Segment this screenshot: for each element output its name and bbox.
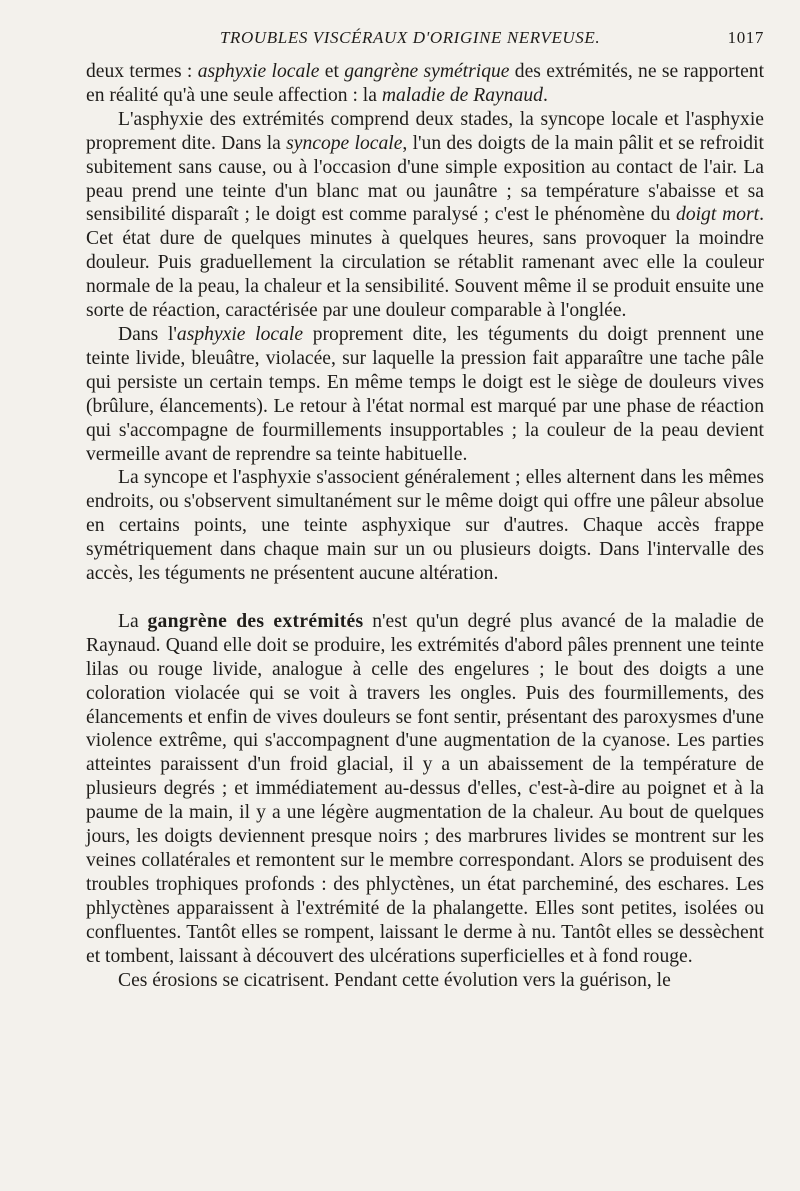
text-run: L'asphyxie des extrémités comprend deux stades, la syncope locale et l'asphyxie proprement dite. Dans la bbox=[86, 108, 764, 154]
running-title: TROUBLES VISCÉRAUX D'ORIGINE NERVEUSE. bbox=[220, 28, 601, 47]
bold-term: gangrène des extrémités bbox=[147, 610, 364, 632]
italic-term: doigt mort bbox=[676, 204, 760, 226]
italic-term: asphyxie locale bbox=[176, 323, 304, 345]
text-run: La bbox=[118, 610, 148, 632]
paragraph-3 bbox=[86, 323, 764, 466]
text-run: Ces érosions se cicatrisent. Pendant cette évolution vers la guérison, le bbox=[118, 969, 671, 991]
paragraph-5 bbox=[86, 610, 764, 969]
page-number: 1017 bbox=[727, 28, 764, 47]
text-run: Dans l' bbox=[118, 323, 177, 345]
paragraph-6 bbox=[86, 969, 764, 993]
text-run: . Cet état dure de quelques minutes à quelques heures, sans provoquer la moindre douleur. Puis graduellement la circulation se rétablit ramenant avec elle la couleur normale de la peau, la chaleur et la sensibilité. Souvent même il se produit ensuite une sorte de réaction, caractérisée par une douleur comparable à l'onglée. bbox=[86, 204, 764, 322]
text-run: proprement dite, les téguments du doigt prennent une teinte livide, bleuâtre, violacée, sur laquelle la pression fait apparaître une tache pâle qui persiste un certain temps. En même temps le doigt est le siège de douleurs vives (brûlure, élancements). Le retour à l'état normal est marqué par une phase de réaction qui s'accompagne de fourmillements insupportables ; la couleur de la peau devient vermeille avant de reprendre sa teinte habituelle. bbox=[86, 323, 765, 465]
text-run: , l'un des doigts de la main pâlit et se refroidit subitement sans cause, ou à l'occasion d'une simple exposition au contact de l'air. La peau prend une teinte d'un blanc mat ou jaunâtre ; sa température s'abaisse et sa sensibilité disparaît ; le doigt est comme paralysé ; c'est le phénomène du bbox=[86, 132, 764, 226]
paragraph-1 bbox=[86, 60, 764, 108]
paragraph-4 bbox=[86, 466, 764, 586]
body-text bbox=[86, 60, 764, 992]
text-run: n'est qu'un degré plus avancé de la maladie de Raynaud. Quand elle doit se produire, les extrémités d'abord pâles prennent une teinte lilas ou rouge livide, analogue à celle des engelures ; le bout des doigts a une coloration violacée qui se voit à travers les ongles. Puis des fourmillements, des élancements et enfin de vives douleurs se font sentir, présentant des paroxysmes d'une violence extrême, qui s'accompagnent d'une augmentation de la cyanose. Les parties atteintes paraissent d'un froid glacial, il y a un abaissement de la température de plusieurs degrés ; et immédiatement au-dessus d'elles, c'est-à-dire au poignet et à la paume de la main, il y a une légère augmentation de la chaleur. Au bout de quelques jours, les doigts deviennent presque noirs ; des marbrures livides se montrent sur les veines collatérales et remontent sur le membre correspondant. Alors se produisent des troubles trophiques profonds : des phlyctènes, un état parcheminé, des eschares. Les phlyctènes apparaissent à l'extrémité de la phalangette. Elles sont petites, isolées ou confluentes. Tantôt elles se rompent, laissant le derme à nu. Tantôt elles se dessèchent et tombent, laissant à découvert des ulcérations superficielles et à fond rouge. bbox=[86, 610, 764, 967]
text-run: La syncope et l'asphyxie s'associent généralement ; elles alternent dans les mêmes endroits, ou s'observent simultanément sur le même doigt qui offre une pâleur absolue en certains points, une teinte asphyxique sur d'autres. Chaque accès frappe symétriquement dans chaque main sur un ou plusieurs doigts. Dans l'intervalle des accès, les téguments ne présentent aucune altération. bbox=[86, 467, 764, 585]
paragraph-2 bbox=[86, 108, 764, 323]
text-run: et bbox=[319, 61, 345, 82]
italic-term: maladie de Raynaud bbox=[381, 84, 543, 106]
text-run: . bbox=[542, 84, 548, 106]
italic-term: syncope locale bbox=[286, 132, 403, 154]
text-run: des extrémités, ne se rapportent en réalité qu'à une seule affection : la bbox=[86, 61, 765, 106]
italic-term: gangrène symétrique bbox=[344, 61, 510, 82]
text-run: deux termes : bbox=[86, 61, 198, 82]
running-header bbox=[86, 26, 764, 60]
italic-term: asphyxie locale bbox=[197, 61, 320, 82]
